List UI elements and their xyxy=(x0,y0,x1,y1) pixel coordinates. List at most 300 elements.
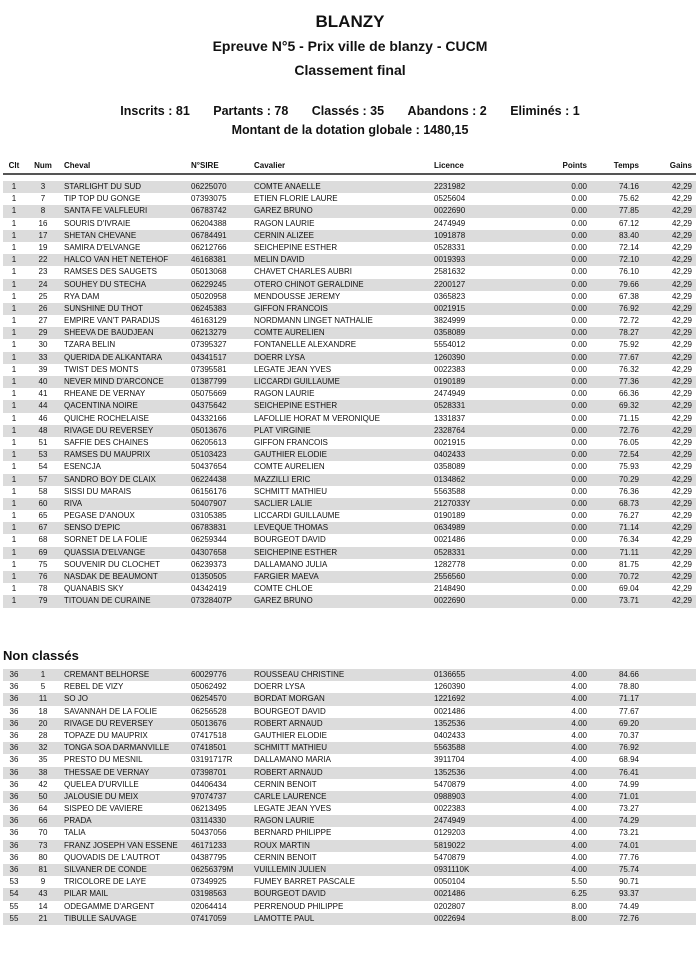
cell-licence: 1091878 xyxy=(434,230,466,240)
cell-sire: 06213495 xyxy=(191,804,227,814)
cell-cavalier: BERNARD PHILIPPE xyxy=(254,828,332,838)
cell-clt: 1 xyxy=(11,425,17,435)
cell-cheval: ODEGAMME D'ARGENT xyxy=(64,901,155,911)
cell-cavalier: LEVEQUE THOMAS xyxy=(254,523,329,533)
cell-clt: 1 xyxy=(11,352,17,362)
cell-temps: 76.27 xyxy=(618,511,639,521)
cell-num: 64 xyxy=(38,804,48,814)
cell-num: 20 xyxy=(38,718,48,728)
cell-num: 11 xyxy=(38,694,48,704)
table-row xyxy=(3,681,696,693)
cell-cavalier: SCHMITT MATHIEU xyxy=(254,743,328,753)
cell-sire: 06783742 xyxy=(191,206,227,216)
cell-num: 29 xyxy=(38,328,48,338)
cell-cavalier: CERNIN BENOIT xyxy=(254,779,317,789)
cell-num: 3 xyxy=(40,182,46,191)
cell-sire: 05013676 xyxy=(191,425,227,435)
cell-points: 0.00 xyxy=(571,303,587,313)
cell-sire: 07395581 xyxy=(191,364,227,374)
cell-licence: 0129203 xyxy=(434,828,466,838)
cell-gains: 42,29 xyxy=(671,511,692,521)
cell-licence: 2200127 xyxy=(434,279,466,289)
cell-gains: 42,29 xyxy=(671,352,692,362)
cell-gains: 42,29 xyxy=(671,328,692,338)
cell-cavalier: COMTE ANAELLE xyxy=(254,182,321,191)
cell-temps: 75.74 xyxy=(618,865,639,874)
cell-num: 18 xyxy=(38,706,48,716)
cell-cavalier: GIFFON FRANCOIS xyxy=(254,437,328,447)
cell-licence: 0190189 xyxy=(434,377,466,386)
cell-temps: 67.12 xyxy=(618,218,639,228)
cell-sire: 06259344 xyxy=(191,535,227,545)
cell-clt: 1 xyxy=(11,401,17,411)
stats-line xyxy=(0,104,700,118)
cell-sire: 05075669 xyxy=(191,389,227,399)
cell-cheval: SAVANNAH DE LA FOLIE xyxy=(64,706,158,716)
cell-points: 0.00 xyxy=(571,474,587,484)
cell-clt: 1 xyxy=(11,437,17,447)
table-row xyxy=(3,315,696,327)
cell-clt: 1 xyxy=(11,413,17,423)
cell-points: 8.00 xyxy=(571,901,587,911)
cell-temps: 72.72 xyxy=(618,316,639,326)
table-row xyxy=(3,425,696,437)
cell-temps: 73.27 xyxy=(618,804,639,814)
cell-sire: 06784491 xyxy=(191,230,227,240)
cell-points: 0.00 xyxy=(571,559,587,569)
table-row xyxy=(3,779,696,791)
cell-clt: 1 xyxy=(11,316,17,326)
cell-cheval: STARLIGHT DU SUD xyxy=(64,182,142,191)
table-row xyxy=(3,352,696,364)
cell-sire: 05103423 xyxy=(191,450,227,460)
cell-cavalier: RAGON LAURIE xyxy=(254,389,315,399)
table-row xyxy=(3,864,696,876)
cell-gains: 42,29 xyxy=(671,596,692,606)
cell-clt: 36 xyxy=(9,730,19,740)
cell-num: 46 xyxy=(38,413,48,423)
cell-num: 53 xyxy=(38,450,48,460)
cell-cavalier: RAGON LAURIE xyxy=(254,218,315,228)
cell-num: 24 xyxy=(38,279,48,289)
cell-sire: 07417518 xyxy=(191,730,227,740)
cell-num: 58 xyxy=(38,486,48,496)
cell-points: 4.00 xyxy=(571,694,587,704)
cell-sire: 50437654 xyxy=(191,462,227,472)
cell-cheval: SAFFIE DES CHAINES xyxy=(64,437,149,447)
cell-num: 60 xyxy=(38,498,48,508)
cell-cheval: RIVAGE DU REVERSEY xyxy=(64,425,154,435)
cell-sire: 46171233 xyxy=(191,840,227,850)
cell-licence: 0022690 xyxy=(434,596,466,606)
table-row xyxy=(3,693,696,705)
cell-cavalier: ROBERT ARNAUD xyxy=(254,718,323,728)
cell-cavalier: ROUX MARTIN xyxy=(254,840,310,850)
cell-sire: 06229245 xyxy=(191,279,227,289)
cell-num: 80 xyxy=(38,852,48,862)
cell-points: 0.00 xyxy=(571,218,587,228)
cell-num: 22 xyxy=(38,255,48,265)
cell-cheval: QUANABIS SKY xyxy=(64,584,124,594)
cell-temps: 73.21 xyxy=(618,828,639,838)
cell-temps: 78.80 xyxy=(618,682,639,692)
cell-num: 48 xyxy=(38,425,48,435)
cell-temps: 70.29 xyxy=(618,474,639,484)
cell-points: 0.00 xyxy=(571,291,587,301)
cell-cavalier: LICCARDI GUILLAUME xyxy=(254,377,340,386)
cell-num: 38 xyxy=(38,767,48,777)
cell-clt: 36 xyxy=(9,779,19,789)
cell-sire: 06245383 xyxy=(191,303,227,313)
cell-gains: 42,29 xyxy=(671,316,692,326)
cell-cavalier: DALLAMANO MARIA xyxy=(254,755,331,765)
col-cheval: Cheval xyxy=(64,161,91,170)
cell-gains: 42,29 xyxy=(671,486,692,496)
cell-cheval: RAMSES DU MAUPRIX xyxy=(64,450,151,460)
cell-sire: 06224438 xyxy=(191,474,227,484)
cell-cavalier: COMTE AURELIEN xyxy=(254,328,325,338)
cell-cavalier: LEGATE JEAN YVES xyxy=(254,364,332,374)
cell-sire: 46163129 xyxy=(191,316,227,326)
cell-licence: 0525604 xyxy=(434,194,466,204)
cell-cheval: QUICHE ROCHELAISE xyxy=(64,413,149,423)
cell-temps: 77.67 xyxy=(618,706,639,716)
cell-sire: 06156176 xyxy=(191,486,227,496)
cell-points: 0.00 xyxy=(571,523,587,533)
cell-points: 5.50 xyxy=(571,877,587,887)
cell-licence: 2581632 xyxy=(434,267,466,277)
cell-clt: 1 xyxy=(11,364,17,374)
cell-cavalier: ROUSSEAU CHRISTINE xyxy=(254,670,345,679)
cell-licence: 1331837 xyxy=(434,413,466,423)
cell-cheval: QUELEA D'URVILLE xyxy=(64,779,139,789)
cell-num: 33 xyxy=(38,352,48,362)
cell-temps: 69.20 xyxy=(618,718,639,728)
cell-licence: 0365823 xyxy=(434,291,466,301)
cell-cheval: SENSO D'EPIC xyxy=(64,523,121,533)
cell-licence: 0134862 xyxy=(434,474,466,484)
cell-num: 35 xyxy=(38,755,48,765)
cell-clt: 1 xyxy=(11,450,17,460)
cell-sire: 05062492 xyxy=(191,682,227,692)
cell-cavalier: DOERR LYSA xyxy=(254,682,305,692)
cell-clt: 1 xyxy=(11,389,17,399)
cell-clt: 36 xyxy=(9,816,19,826)
cell-sire: 50437056 xyxy=(191,828,227,838)
cell-sire: 04387795 xyxy=(191,852,227,862)
cell-num: 54 xyxy=(38,462,48,472)
cell-gains: 42,29 xyxy=(671,425,692,435)
cell-licence: 0022383 xyxy=(434,804,466,814)
cell-cheval: NASDAK DE BEAUMONT xyxy=(64,572,158,581)
cell-temps: 66.36 xyxy=(618,389,639,399)
cell-cheval: TOPAZE DU MAUPRIX xyxy=(64,730,148,740)
cell-gains: 42,29 xyxy=(671,218,692,228)
cell-num: 16 xyxy=(38,218,48,228)
cell-cavalier: GAUTHIER ELODIE xyxy=(254,730,327,740)
cell-gains: 42,29 xyxy=(671,242,692,252)
cell-points: 4.00 xyxy=(571,755,587,765)
table-row xyxy=(3,669,696,681)
cell-cheval: NEVER MIND D'ARCONCE xyxy=(64,377,164,386)
cell-num: 68 xyxy=(38,535,48,545)
stat-partants: Partants : 78 xyxy=(213,104,289,118)
cell-licence: 0136655 xyxy=(434,670,466,679)
table-row xyxy=(3,803,696,815)
cell-cavalier: COMTE AURELIEN xyxy=(254,462,325,472)
table-row xyxy=(3,486,696,498)
cell-sire: 04332166 xyxy=(191,413,227,423)
cell-gains: 42,29 xyxy=(671,474,692,484)
col-points: Points xyxy=(562,161,587,170)
cell-licence: 2148490 xyxy=(434,584,466,594)
cell-points: 4.00 xyxy=(571,682,587,692)
table-row xyxy=(3,815,696,827)
col-num: Num xyxy=(34,161,52,170)
cell-clt: 1 xyxy=(11,474,17,484)
cell-num: 43 xyxy=(38,889,48,899)
cell-temps: 74.49 xyxy=(618,901,639,911)
cell-licence: 0358089 xyxy=(434,328,466,338)
cell-points: 0.00 xyxy=(571,206,587,216)
cell-clt: 1 xyxy=(11,194,17,204)
cell-gains: 42,29 xyxy=(671,462,692,472)
cell-clt: 36 xyxy=(9,791,19,801)
cell-cavalier: DALLAMANO JULIA xyxy=(254,559,328,569)
cell-cavalier: MAZZILLI ERIC xyxy=(254,474,311,484)
cell-temps: 74.29 xyxy=(618,816,639,826)
cell-cheval: QACENTINA NOIRE xyxy=(64,401,138,411)
cell-cheval: QUOVADIS DE L'AUTROT xyxy=(64,852,161,862)
table-row xyxy=(3,767,696,779)
cell-cheval: RHEANE DE VERNAY xyxy=(64,389,146,399)
cell-clt: 55 xyxy=(9,901,19,911)
cell-num: 81 xyxy=(38,865,48,874)
cell-sire: 06254570 xyxy=(191,694,227,704)
cell-licence: 0021486 xyxy=(434,535,466,545)
cell-cheval: EMPIRE VAN'T PARADIJS xyxy=(64,316,160,326)
cell-points: 0.00 xyxy=(571,596,587,606)
cell-num: 30 xyxy=(38,340,48,350)
cell-cheval: TIBULLE SAUVAGE xyxy=(64,913,137,923)
non-classes-title: Non classés xyxy=(3,648,79,663)
cell-licence: 1352536 xyxy=(434,718,466,728)
cell-num: 76 xyxy=(38,572,48,581)
cell-licence: 5470879 xyxy=(434,779,466,789)
cell-temps: 71.15 xyxy=(618,413,639,423)
table-row xyxy=(3,534,696,546)
cell-sire: 04307658 xyxy=(191,547,227,557)
cell-num: 28 xyxy=(38,730,48,740)
cell-num: 42 xyxy=(38,779,48,789)
cell-sire: 01387799 xyxy=(191,377,227,386)
cell-temps: 70.37 xyxy=(618,730,639,740)
cell-num: 21 xyxy=(38,913,48,923)
cell-sire: 01350505 xyxy=(191,572,227,581)
cell-points: 4.00 xyxy=(571,706,587,716)
cell-temps: 77.36 xyxy=(618,377,639,386)
cell-temps: 76.92 xyxy=(618,743,639,753)
table-row xyxy=(3,718,696,730)
cell-clt: 36 xyxy=(9,840,19,850)
table-row xyxy=(3,498,696,510)
cell-licence: 0190189 xyxy=(434,511,466,521)
cell-gains: 42,29 xyxy=(671,377,692,386)
cell-temps: 78.27 xyxy=(618,328,639,338)
table-row xyxy=(3,437,696,449)
cell-licence: 2231982 xyxy=(434,182,466,191)
cell-gains: 42,29 xyxy=(671,230,692,240)
table-row xyxy=(3,181,696,193)
cell-num: 65 xyxy=(38,511,48,521)
cell-points: 0.00 xyxy=(571,450,587,460)
cell-gains: 42,29 xyxy=(671,498,692,508)
cell-licence: 2474949 xyxy=(434,218,466,228)
cell-sire: 05013068 xyxy=(191,267,227,277)
cell-cavalier: SEICHEPINE ESTHER xyxy=(254,401,338,411)
cell-temps: 67.38 xyxy=(618,291,639,301)
cell-temps: 71.17 xyxy=(618,694,639,704)
cell-points: 4.00 xyxy=(571,743,587,753)
cell-clt: 1 xyxy=(11,377,17,386)
col-gains: Gains xyxy=(669,161,692,170)
cell-sire: 06212766 xyxy=(191,242,227,252)
cell-points: 4.00 xyxy=(571,816,587,826)
cell-cheval: SHEEVA DE BAUDJEAN xyxy=(64,328,154,338)
cell-cheval: ESENCJA xyxy=(64,462,101,472)
cell-num: 69 xyxy=(38,547,48,557)
cell-points: 4.00 xyxy=(571,852,587,862)
cell-sire: 06225070 xyxy=(191,182,227,191)
cell-licence: 0402433 xyxy=(434,730,466,740)
cell-sire: 04341517 xyxy=(191,352,227,362)
cell-clt: 36 xyxy=(9,694,19,704)
cell-cavalier: MELIN DAVID xyxy=(254,255,305,265)
cell-temps: 75.92 xyxy=(618,340,639,350)
cell-temps: 77.76 xyxy=(618,852,639,862)
cell-temps: 68.73 xyxy=(618,498,639,508)
cell-sire: 07418501 xyxy=(191,743,227,753)
cell-points: 4.00 xyxy=(571,718,587,728)
cell-temps: 75.93 xyxy=(618,462,639,472)
cell-clt: 36 xyxy=(9,828,19,838)
cell-clt: 36 xyxy=(9,743,19,753)
cell-cavalier: OTERO CHINOT GERALDINE xyxy=(254,279,364,289)
table-row xyxy=(3,510,696,522)
cell-cheval: SAMIRA D'ELVANGE xyxy=(64,242,141,252)
cell-clt: 1 xyxy=(11,498,17,508)
cell-gains: 42,29 xyxy=(671,559,692,569)
cell-clt: 1 xyxy=(11,182,17,191)
table-row xyxy=(3,364,696,376)
cell-points: 0.00 xyxy=(571,230,587,240)
cell-licence: 0021915 xyxy=(434,437,466,447)
cell-temps: 76.05 xyxy=(618,437,639,447)
cell-sire: 02064414 xyxy=(191,901,227,911)
table-row xyxy=(3,852,696,864)
cell-licence: 0021486 xyxy=(434,706,466,716)
cell-licence: 0634989 xyxy=(434,523,466,533)
cell-cheval: SOUVENIR DU CLOCHET xyxy=(64,559,161,569)
cell-points: 0.00 xyxy=(571,547,587,557)
table-row xyxy=(3,254,696,266)
cell-cheval: RAMSES DES SAUGETS xyxy=(64,267,157,277)
cell-points: 0.00 xyxy=(571,182,587,191)
table-row xyxy=(3,303,696,315)
cell-licence: 0021486 xyxy=(434,889,466,899)
cell-gains: 42,29 xyxy=(671,401,692,411)
cell-gains: 42,29 xyxy=(671,267,692,277)
cell-clt: 1 xyxy=(11,511,17,521)
cell-licence: 0931110K xyxy=(434,865,470,874)
cell-clt: 1 xyxy=(11,535,17,545)
cell-gains: 42,29 xyxy=(671,389,692,399)
cell-points: 0.00 xyxy=(571,413,587,423)
cell-cavalier: NORDMANN LINGET NATHALIE xyxy=(254,316,373,326)
cell-licence: 0019393 xyxy=(434,255,466,265)
stat-inscrits: Inscrits : 81 xyxy=(120,104,190,118)
stat-classes: Classés : 35 xyxy=(311,104,385,118)
table-row xyxy=(3,571,696,583)
cell-cheval: SANTA FE VALFLEURI xyxy=(64,206,148,216)
cell-licence: 2127033Y xyxy=(434,498,471,508)
cell-temps: 72.14 xyxy=(618,242,639,252)
cell-licence: 5563588 xyxy=(434,743,466,753)
cell-sire: 05020958 xyxy=(191,291,227,301)
cell-cavalier: SEICHEPINE ESTHER xyxy=(254,547,338,557)
cell-sire: 03191717R xyxy=(191,755,233,765)
cell-licence: 0528331 xyxy=(434,401,466,411)
cell-temps: 72.54 xyxy=(618,450,639,460)
cell-points: 0.00 xyxy=(571,437,587,447)
cell-points: 0.00 xyxy=(571,267,587,277)
cell-cheval: SISSI DU MARAIS xyxy=(64,486,132,496)
cell-sire: 05013676 xyxy=(191,718,227,728)
cell-cheval: PRESTO DU MESNIL xyxy=(64,755,143,765)
cell-sire: 46168381 xyxy=(191,255,227,265)
header-divider xyxy=(3,173,696,175)
cell-temps: 74.01 xyxy=(618,840,639,850)
cell-cheval: SHETAN CHEVANE xyxy=(64,230,137,240)
cell-licence: 0528331 xyxy=(434,242,466,252)
table-row xyxy=(3,388,696,400)
cell-licence: 0022694 xyxy=(434,913,466,923)
table-row xyxy=(3,754,696,766)
cell-clt: 36 xyxy=(9,718,19,728)
cell-licence: 0021915 xyxy=(434,303,466,313)
cell-clt: 1 xyxy=(11,328,17,338)
table-row xyxy=(3,413,696,425)
cell-cavalier: CARLE LAURENCE xyxy=(254,791,327,801)
cell-num: 39 xyxy=(38,364,48,374)
cell-cavalier: DOERR LYSA xyxy=(254,352,305,362)
cell-clt: 36 xyxy=(9,767,19,777)
cell-clt: 55 xyxy=(9,913,19,923)
cell-points: 0.00 xyxy=(571,425,587,435)
cell-points: 0.00 xyxy=(571,401,587,411)
venue-title: BLANZY xyxy=(315,12,385,31)
cell-points: 4.00 xyxy=(571,828,587,838)
cell-cheval: QUERIDA DE ALKANTARA xyxy=(64,352,163,362)
cell-temps: 79.66 xyxy=(618,279,639,289)
cell-clt: 1 xyxy=(11,486,17,496)
table-row xyxy=(3,706,696,718)
cell-sire: 07349925 xyxy=(191,877,227,887)
cell-licence: 1352536 xyxy=(434,767,466,777)
cell-sire: 06213279 xyxy=(191,328,227,338)
cell-sire: 60029776 xyxy=(191,670,227,679)
cell-num: 7 xyxy=(40,194,46,204)
